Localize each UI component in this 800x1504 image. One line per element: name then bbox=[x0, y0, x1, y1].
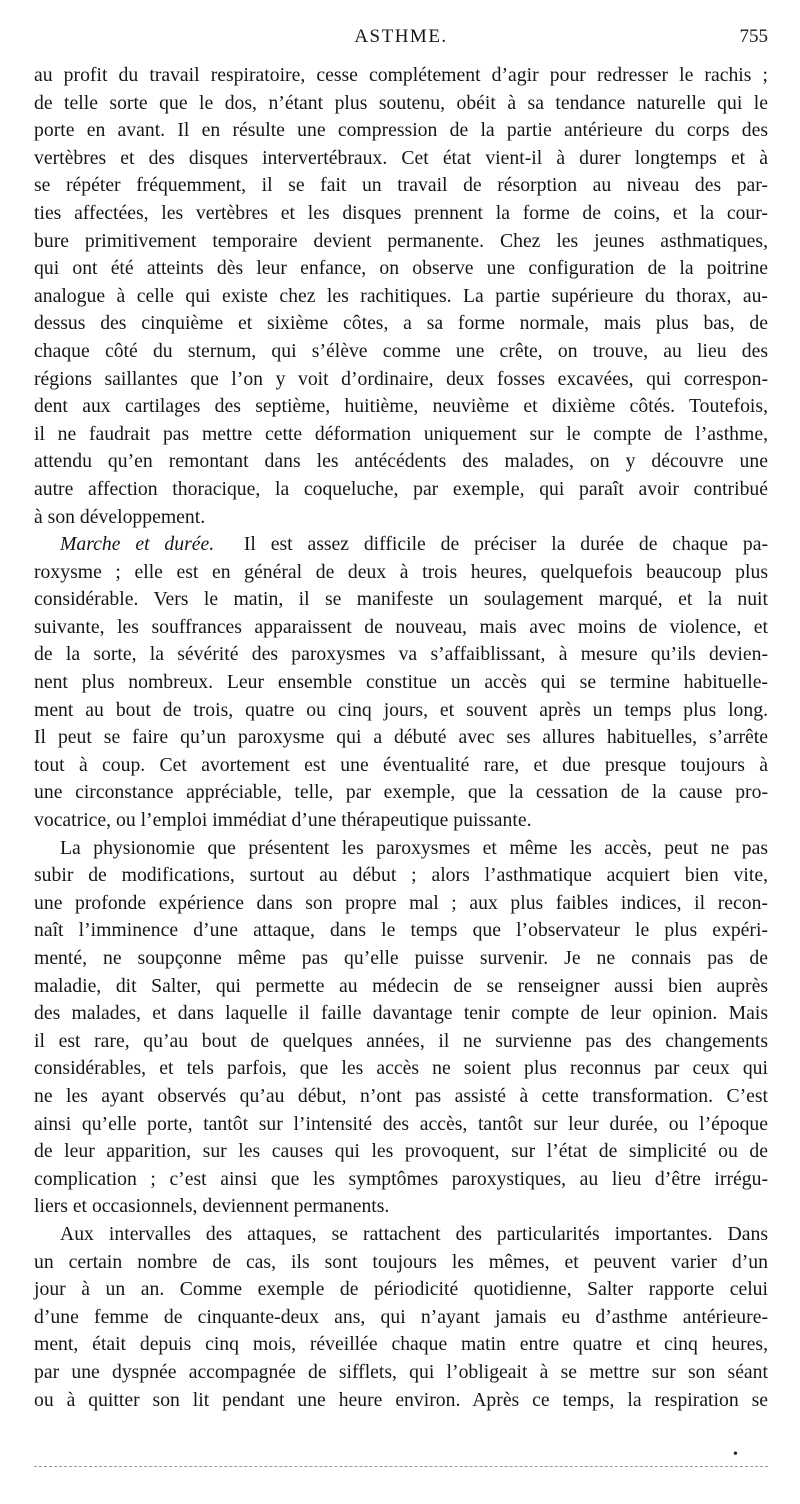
text-line: une profonde expérience dans son propre mal ; aux plus faibles indices, il recon- bbox=[34, 891, 768, 914]
text-line: attendu qu’en remontant dans les antécédents des malades, on y découvre une bbox=[34, 450, 768, 473]
text-line: se répéter fréquemment, il se fait un travail de résorption au niveau des par- bbox=[34, 174, 768, 197]
text-line-content: Il est assez difficile de préciser la durée de chaque pa- bbox=[243, 533, 769, 556]
text-line: des malades, et dans laquelle il faille davantage tenir compte de leur opinion. Mais bbox=[34, 1002, 768, 1025]
footer-mark: • bbox=[733, 1447, 738, 1462]
paragraph-marche-et-duree bbox=[34, 531, 768, 835]
page-number: 755 bbox=[739, 26, 768, 47]
text-line: ment, était depuis cinq mois, réveillée chaque matin entre quatre et cinq heures, bbox=[34, 1333, 768, 1356]
text-line: il est rare, qu’au bout de quelques années, il ne survienne pas des changements bbox=[34, 1029, 768, 1052]
text-line: à son développement. bbox=[34, 505, 206, 528]
text-line: dessus des cinquième et sixième côtes, a sa forme normale, mais plus bas, de bbox=[34, 312, 768, 335]
section-heading-italic: Marche et durée. bbox=[60, 533, 215, 556]
running-head bbox=[34, 26, 768, 52]
text-line: Il peut se faire qu’un paroxysme qui a débuté avec ses allures habituelles, s’arrête bbox=[34, 726, 768, 749]
text-line: chaque côté du sternum, qui s’élève comme une crête, on trouve, au lieu des bbox=[34, 339, 768, 362]
text-line: autre affection thoracique, la coqueluche, par exemple, qui paraît avoir contribué bbox=[34, 477, 768, 500]
paragraph-physionomie bbox=[34, 835, 768, 1221]
text-line: complication ; c’est ainsi que les symptômes paroxystiques, au lieu d’être irrégu- bbox=[34, 1167, 768, 1190]
text-line: de la sorte, la sévérité des paroxysmes va s’affaiblissant, à mesure qu’ils devien- bbox=[34, 643, 768, 666]
text-line: vocatrice, ou l’emploi immédiat d’une thérapeutique puissante. bbox=[34, 809, 532, 832]
running-title: ASTHME. bbox=[354, 26, 448, 47]
text-line: ne les ayant observés qu’au début, n’ont pas assisté à cette transformation. C’est bbox=[34, 1084, 768, 1107]
text-line: ment au bout de trois, quatre ou cinq jours, et souvent après un temps plus long. bbox=[34, 698, 768, 721]
footer-rule bbox=[34, 1466, 768, 1467]
text-line: il ne faudrait pas mettre cette déformation uniquement sur le compte de l’asthme, bbox=[34, 422, 768, 445]
text-line: une circonstance appréciable, telle, par exemple, que la cessation de la cause pro- bbox=[34, 781, 768, 804]
text-line: de leur apparition, sur les causes qui les provoquent, sur l’état de simplicité ou de bbox=[34, 1140, 768, 1163]
text-line: roxysme ; elle est en général de deux à trois heures, quelquefois beaucoup plus bbox=[34, 560, 768, 583]
text-line: ou à quitter son lit pendant une heure environ. Après ce temps, la respiration se bbox=[34, 1388, 768, 1411]
text-line: La physionomie que présentent les paroxysmes et même les accès, peut ne pas bbox=[60, 836, 768, 859]
text-line: par une dyspnée accompagnée de sifflets, qui l’obligeait à se mettre sur son séant bbox=[34, 1360, 768, 1383]
text-line: de telle sorte que le dos, n’étant plus soutenu, obéit à sa tendance naturelle qui le bbox=[34, 91, 768, 114]
text-line: subir de modifications, surtout au début ; alors l’asthmatique acquiert bien vite, bbox=[34, 864, 768, 887]
text-line: liers et occasionnels, deviennent permanents. bbox=[34, 1195, 390, 1218]
text-line: bure primitivement temporaire devient permanente. Chez les jeunes asthmatiques, bbox=[34, 229, 768, 252]
text-line: nent plus nombreux. Leur ensemble constitue un accès qui se termine habituelle- bbox=[34, 671, 768, 694]
text-line: naît l’imminence d’une attaque, dans le temps que l’observateur le plus expéri- bbox=[34, 919, 768, 942]
text-line: qui ont été atteints dès leur enfance, on observe une configuration de la poitrine bbox=[34, 257, 768, 280]
text-line: vertèbres et des disques intervertébraux. Cet état vient-il à durer longtemps et à bbox=[34, 146, 768, 169]
text-line: considérables, et tels parfois, que les accès ne soient plus reconnus par ceux qui bbox=[34, 1057, 768, 1080]
text-line: porte en avant. Il en résulte une compression de la partie antérieure du corps des bbox=[34, 119, 768, 142]
text-line: d’une femme de cinquante-deux ans, qui n’ayant jamais eu d’asthme antérieure- bbox=[34, 1305, 768, 1328]
text-line: ainsi qu’elle porte, tantôt sur l’intensité des accès, tantôt sur leur durée, ou l’époque bbox=[34, 1112, 768, 1135]
paragraph-intervalles bbox=[34, 1221, 768, 1414]
text-line: régions saillantes que l’on y voit d’ordinaire, deux fosses excavées, qui correspon- bbox=[34, 367, 768, 390]
text-line: ties affectées, les vertèbres et les disques prennent la forme de coins, et la cour- bbox=[34, 201, 768, 224]
text-line: dent aux cartilages des septième, huitième, neuvième et dixième côtés. Toutefois, bbox=[34, 395, 768, 418]
text-line: analogue à celle qui existe chez les rachitiques. La partie supérieure du thorax, au- bbox=[34, 284, 768, 307]
text-line: considérable. Vers le matin, il se manifeste un soulagement marqué, et la nuit bbox=[34, 588, 768, 611]
text-line: menté, ne soupçonne même pas qu’elle puisse survenir. Je ne connais pas de bbox=[34, 947, 768, 969]
text-line: au profit du travail respiratoire, cesse complétement d’agir pour redresser le rachis ; bbox=[34, 64, 768, 86]
body-text bbox=[34, 62, 768, 1414]
text-line: tout à coup. Cet avortement est une éventualité rare, et due presque toujours à bbox=[34, 753, 768, 776]
text-line: un certain nombre de cas, ils sont toujours les mêmes, et peuvent varier d’un bbox=[34, 1250, 768, 1273]
paragraph-thoracic-deformation bbox=[34, 62, 768, 531]
text-line: Aux intervalles des attaques, se rattachent des particularités importantes. Dans bbox=[60, 1222, 768, 1245]
text-line: jour à un an. Comme exemple de périodicité quotidienne, Salter rapporte celui bbox=[34, 1278, 768, 1301]
text-line: suivante, les souffrances apparaissent de nouveau, mais avec moins de violence, et bbox=[34, 615, 768, 638]
text-line bbox=[34, 531, 768, 559]
text-line: maladie, dit Salter, qui permette au médecin de se renseigner aussi bien auprès bbox=[34, 974, 768, 997]
